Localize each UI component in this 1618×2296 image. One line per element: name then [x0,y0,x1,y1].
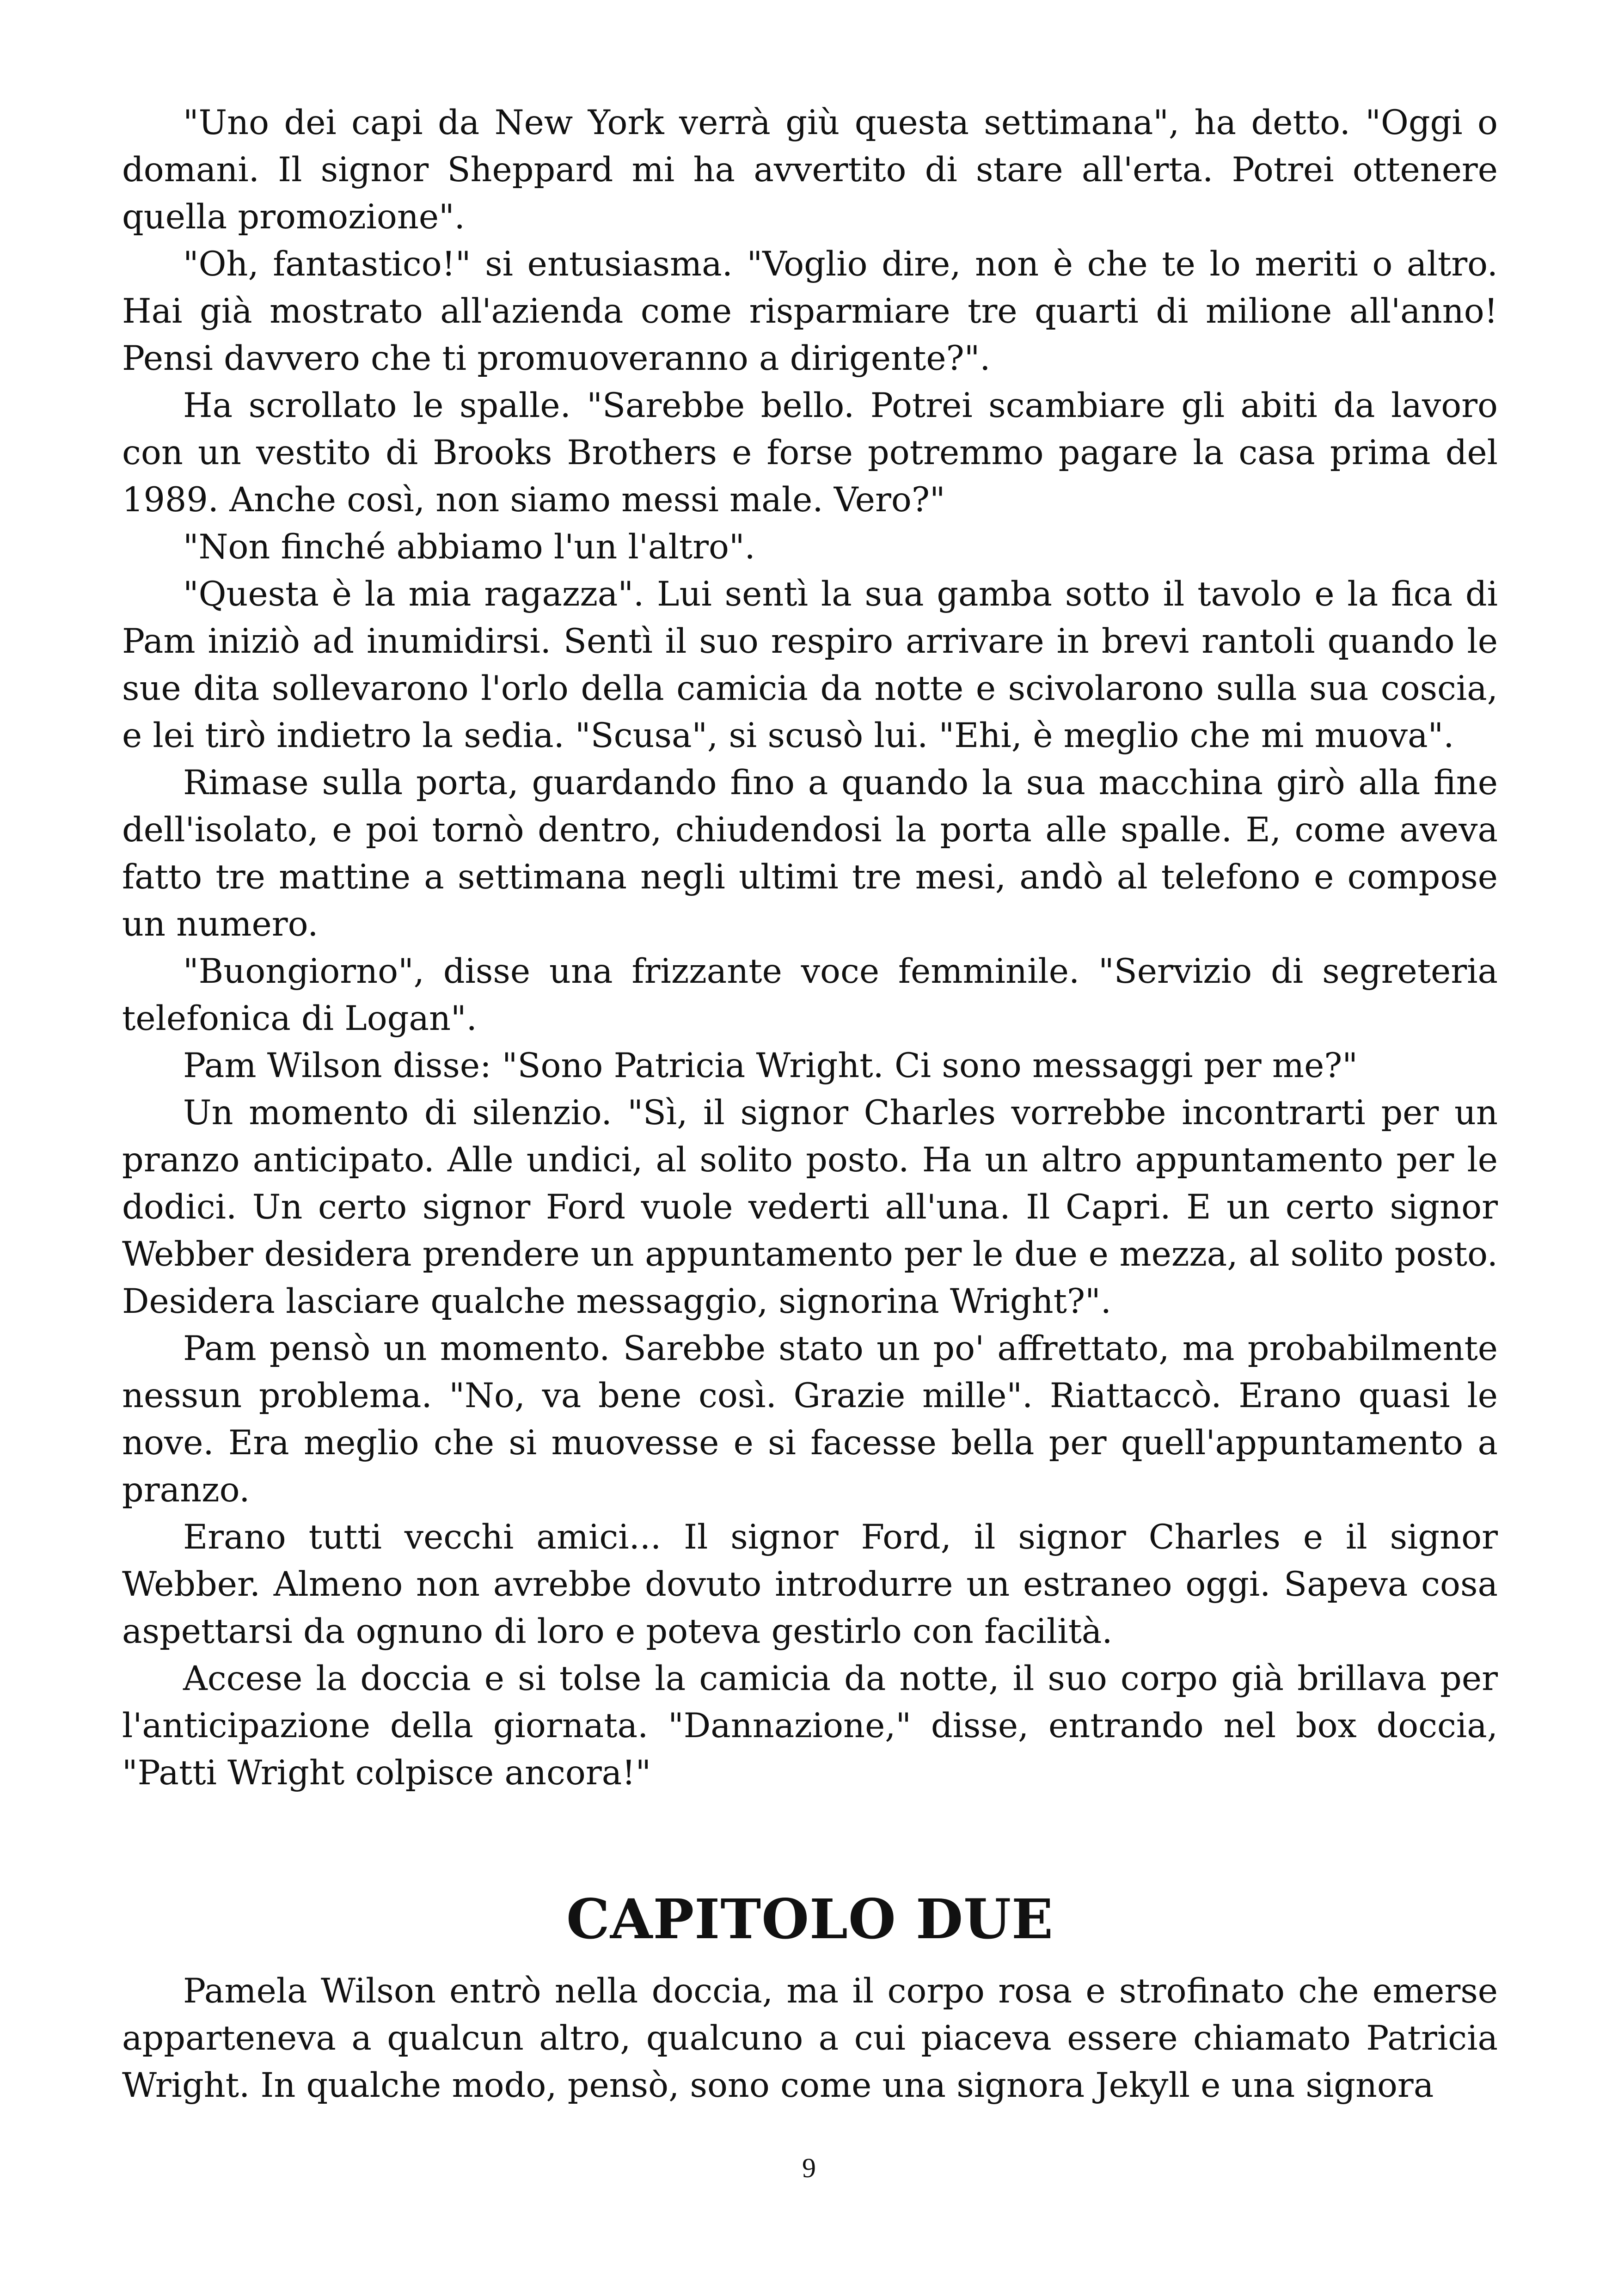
body-paragraph: Pam pensò un momento. Sarebbe stato un po' affrettato, ma probabilmente nessun problema. "No, va bene così. Grazie mille". Riattaccò. Erano quasi le nove. Era meglio che si muovesse e si facesse bella per quell'appuntamento a pranzo. [122,1329,1498,1510]
body-paragraph: Rimase sulla porta, guardando fino a quando la sua macchina girò alla fine dell'isolato, e poi tornò dentro, chiudendosi la porta alle spalle. E, come aveva fatto tre mattine a settimana negli ultimi tre mesi, andò al telefono e compose un numero. [122,763,1498,944]
body-paragraph: Erano tutti vecchi amici... Il signor Ford, il signor Charles e il signor Webber. Almeno non avrebbe dovuto introdurre un estraneo oggi. Sapeva cosa aspettarsi da ognuno di loro e poteva gestirlo con facilità. [122,1518,1498,1651]
body-paragraph: Pamela Wilson entrò nella doccia, ma il corpo rosa e strofinato che emerse apparteneva a qualcun altro, qualcuno a cui piaceva essere chiamato Patricia Wright. In qualche modo, pensò, sono come una signora Jekyll e una signora [122,1971,1498,2105]
chapter-heading: CAPITOLO DUE [566,1887,1054,1951]
body-paragraph: "Questa è la mia ragazza". Lui sentì la sua gamba sotto il tavolo e la fica di Pam iniziò ad inumidirsi. Sentì il suo respiro arrivare in brevi rantoli quando le sue dita sollevarono l'orlo della camicia da notte e scivolarono sulla sua coscia, e lei tirò indietro la sedia. "Scusa", si scusò lui. "Ehi, è meglio che mi muova". [122,575,1498,755]
body-paragraph: "Oh, fantastico!" si entusiasma. "Voglio dire, non è che te lo meriti o altro. Hai già mostrato all'azienda come risparmiare tre quarti di milione all'anno! Pensi davvero che ti promuoveranno a dirigente?". [122,245,1498,378]
body-paragraph: Pam Wilson disse: "Sono Patricia Wright. Ci sono messaggi per me?" [183,1046,1358,1085]
body-paragraph: Un momento di silenzio. "Sì, il signor Charles vorrebbe incontrarti per un pranzo anticipato. Alle undici, al solito posto. Ha un altro appuntamento per le dodici. Un certo signor Ford vuole vederti all'una. Il Capri. E un certo signor Webber desidera prendere un appuntamento per le due e mezza, al solito posto. Desidera lasciare qualche messaggio, signorina Wright?". [122,1093,1498,1321]
page-number: 9 [802,2153,816,2183]
body-paragraph: "Non finché abbiamo l'un l'altro". [183,527,755,567]
body-paragraph: "Uno dei capi da New York verrà giù questa settimana", ha detto. "Oggi o domani. Il signor Sheppard mi ha avvertito di stare all'erta. Potrei ottenere quella promozione". [122,103,1498,237]
body-paragraph: "Buongiorno", disse una frizzante voce femminile. "Servizio di segreteria telefonica di Logan". [122,952,1498,1038]
body-paragraph: Accese la doccia e si tolse la camicia da notte, il suo corpo già brillava per l'anticipazione della giornata. "Dannazione," disse, entrando nel box doccia, "Patti Wright colpisce ancora!" [122,1659,1498,1793]
book-page [122,99,1498,2109]
body-paragraph: Ha scrollato le spalle. "Sarebbe bello. Potrei scambiare gli abiti da lavoro con un vestito di Brooks Brothers e forse potremmo pagare la casa prima del 1989. Anche così, non siamo messi male. Vero?" [122,386,1498,520]
